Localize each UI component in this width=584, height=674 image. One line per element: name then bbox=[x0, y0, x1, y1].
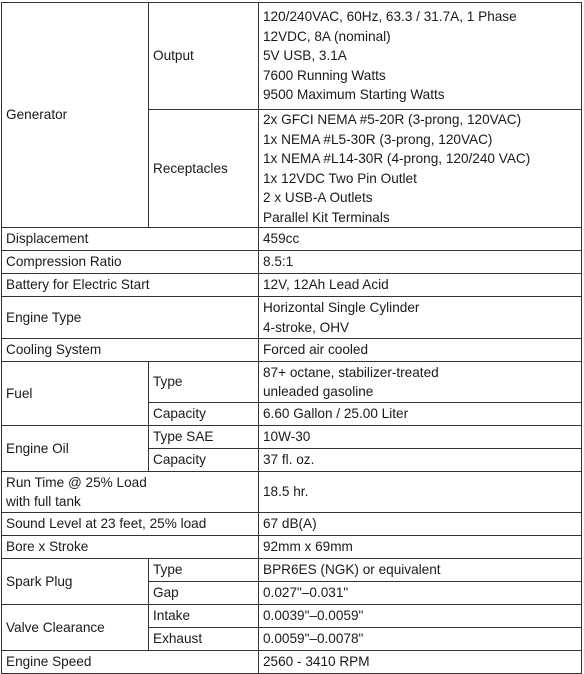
fuel-type-line: unleaded gasoline bbox=[263, 384, 374, 399]
fuel-type-line: 87+ octane, stabilizer-treated bbox=[263, 364, 439, 380]
row-compression-ratio bbox=[2, 251, 582, 274]
battery-label: Battery for Electric Start bbox=[2, 274, 259, 297]
valve-intake-value: 0.0039"–0.0059" bbox=[259, 605, 582, 628]
engine-speed-label: Engine Speed bbox=[2, 651, 259, 674]
run-time-label bbox=[2, 472, 259, 513]
fuel-type-label: Type bbox=[149, 362, 259, 403]
receptacles-label: Receptacles bbox=[149, 110, 259, 228]
spark-plug-gap-label: Gap bbox=[149, 582, 259, 605]
valve-intake-label: Intake bbox=[149, 605, 259, 628]
output-line: 120/240VAC, 60Hz, 63.3 / 31.7A, 1 Phase bbox=[263, 9, 517, 25]
row-engine-oil-type bbox=[2, 426, 582, 449]
spark-plug-gap-value: 0.027"–0.031" bbox=[259, 582, 582, 605]
row-valve-intake bbox=[2, 605, 582, 628]
row-bore-stroke bbox=[2, 536, 582, 559]
compression-ratio-label: Compression Ratio bbox=[2, 251, 259, 274]
engine-type-value bbox=[259, 297, 582, 339]
row-sound-level bbox=[2, 513, 582, 536]
row-displacement bbox=[2, 228, 582, 251]
fuel-capacity-label: Capacity bbox=[149, 403, 259, 426]
cooling-system-value: Forced air cooled bbox=[259, 339, 582, 362]
receptacle-line: 2 x USB-A Outlets bbox=[263, 190, 373, 205]
bore-stroke-label: Bore x Stroke bbox=[2, 536, 259, 559]
valve-exhaust-label: Exhaust bbox=[149, 628, 259, 651]
output-label: Output bbox=[149, 3, 259, 110]
row-spark-plug-type bbox=[2, 559, 582, 582]
spark-plug-type-label: Type bbox=[149, 559, 259, 582]
receptacle-line: 1x NEMA #L14-30R (4-prong, 120/240 VAC) bbox=[263, 151, 531, 166]
row-fuel-type bbox=[2, 362, 582, 403]
row-cooling-system bbox=[2, 339, 582, 362]
engine-type-line: 4-stroke, OHV bbox=[263, 319, 350, 335]
valve-clearance-label: Valve Clearance bbox=[2, 605, 149, 651]
compression-ratio-value: 8.5:1 bbox=[259, 251, 582, 274]
run-time-value: 18.5 hr. bbox=[259, 472, 582, 513]
engine-oil-type-value: 10W-30 bbox=[259, 426, 582, 449]
fuel-label: Fuel bbox=[2, 362, 149, 426]
output-line: 9500 Maximum Starting Watts bbox=[263, 87, 445, 103]
engine-speed-value: 2560 - 3410 RPM bbox=[259, 651, 582, 674]
engine-type-line: Horizontal Single Cylinder bbox=[263, 300, 420, 315]
engine-oil-type-label: Type SAE bbox=[149, 426, 259, 449]
fuel-capacity-value: 6.60 Gallon / 25.00 Liter bbox=[259, 403, 582, 426]
row-battery bbox=[2, 274, 582, 297]
specifications-table bbox=[1, 2, 582, 674]
engine-type-label: Engine Type bbox=[2, 297, 259, 339]
output-line: 5V USB, 3.1A bbox=[263, 48, 347, 64]
sound-level-value: 67 dB(A) bbox=[259, 513, 582, 536]
output-line: 12VDC, 8A (nominal) bbox=[263, 28, 391, 44]
run-time-label-line: with full tank bbox=[6, 494, 81, 509]
receptacle-line: 1x NEMA #L5-30R (3-prong, 120VAC) bbox=[263, 131, 493, 147]
output-value bbox=[259, 3, 582, 110]
fuel-type-value bbox=[259, 362, 582, 403]
battery-value: 12V, 12Ah Lead Acid bbox=[259, 274, 582, 297]
spark-plug-type-value: BPR6ES (NGK) or equivalent bbox=[259, 559, 582, 582]
receptacle-line: 1x 12VDC Two Pin Outlet bbox=[263, 170, 417, 186]
displacement-label: Displacement bbox=[2, 228, 259, 251]
output-line: 7600 Running Watts bbox=[263, 67, 386, 83]
receptacles-value bbox=[259, 110, 582, 228]
engine-oil-label: Engine Oil bbox=[2, 426, 149, 472]
bore-stroke-value: 92mm x 69mm bbox=[259, 536, 582, 559]
receptacle-line: 2x GFCI NEMA #5-20R (3-prong, 120VAC) bbox=[263, 112, 522, 127]
sound-level-label: Sound Level at 23 feet, 25% load bbox=[2, 513, 259, 536]
row-engine-type bbox=[2, 297, 582, 339]
engine-oil-capacity-value: 37 fl. oz. bbox=[259, 449, 582, 472]
valve-exhaust-value: 0.0059"–0.0078" bbox=[259, 628, 582, 651]
row-run-time bbox=[2, 472, 582, 513]
cooling-system-label: Cooling System bbox=[2, 339, 259, 362]
row-generator-output bbox=[2, 3, 582, 110]
displacement-value: 459cc bbox=[259, 228, 582, 251]
receptacle-line: Parallel Kit Terminals bbox=[263, 209, 390, 225]
engine-oil-capacity-label: Capacity bbox=[149, 449, 259, 472]
spark-plug-label: Spark Plug bbox=[2, 559, 149, 605]
generator-label: Generator bbox=[2, 3, 149, 228]
run-time-label-line: Run Time @ 25% Load bbox=[6, 474, 147, 490]
row-engine-speed bbox=[2, 651, 582, 674]
